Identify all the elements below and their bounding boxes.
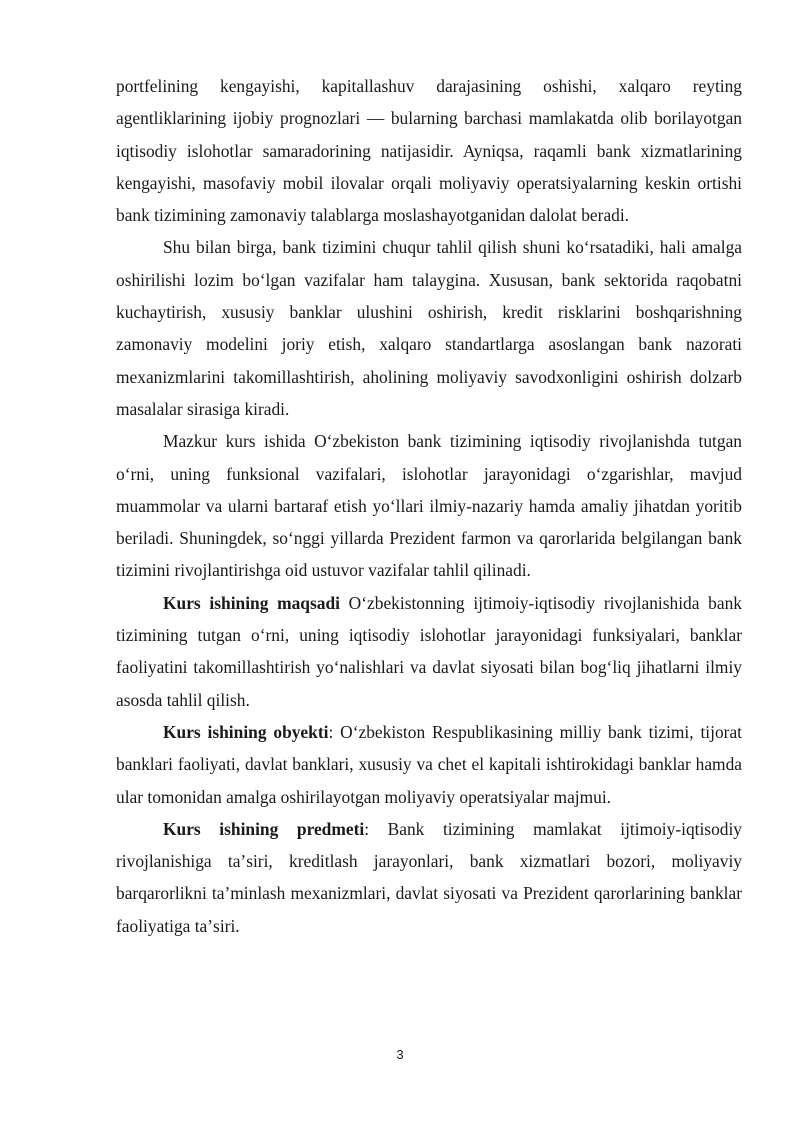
paragraph-course-subject	[116, 813, 742, 942]
course-subject-heading: Kurs ishining predmeti	[163, 818, 365, 839]
paragraph-text: Oʻzbekistonning ijtimoiy-iqtisodiy rivojlanishida bank tizimining tutgan oʻrni, uning iqtisodiy islohotlar jarayonidagi funksiyalari, banklar faoliyatini takomillashtirish yoʻnalishlari va davlat siyosati bilan bogʻliq jihatlarni ilmiy asosda tahlil qilish.	[116, 592, 742, 710]
paragraph-course-object	[116, 716, 742, 813]
paragraph-text: : Oʻzbekiston Respublikasining milliy bank tizimi, tijorat banklari faoliyati, davlat banklari, xususiy va chet el kapitali ishtirokidagi banklar hamda ular tomonidan amalga oshirilayotgan moliyaviy operatsiyalar majmui.	[116, 721, 742, 807]
paragraph-portfolio-growth	[116, 70, 742, 231]
page-number: 3	[396, 1047, 404, 1062]
paragraph-text: Mazkur kurs ishida Oʻzbekiston bank tizimining iqtisodiy rivojlanishda tutgan oʻrni, uning funksional vazifalari, islohotlar jarayonidagi oʻzgarishlar, mavjud muammolar va ularni bartaraf etish yoʻllari ilmiy-nazariy hamda amaliy jihatdan yoritib beriladi. Shuningdek, soʻnggi yillarda Prezident farmon va qarorlarida belgilangan bank tizimini rivojlantirishga oid ustuvor vazifalar tahlil qilinadi.	[116, 431, 742, 581]
document-page	[116, 70, 742, 942]
course-goal-heading: Kurs ishining maqsadi	[163, 592, 340, 613]
paragraph-course-work-scope	[116, 425, 742, 586]
paragraph-text: : Bank tizimining mamlakat ijtimoiy-iqtisodiy rivojlanishiga taʼsiri, kreditlash jarayonlari, bank xizmatlari bozori, moliyaviy barqarorlikni taʼminlash mexanizmlari, davlat siyosati va Prezident qarorlarining banklar faoliyatiga taʼsiri.	[116, 818, 742, 936]
paragraph-bank-system-analysis	[116, 231, 742, 425]
course-object-heading: Kurs ishining obyekti	[163, 721, 329, 742]
paragraph-text: portfelining kengayishi, kapitallashuv darajasining oshishi, xalqaro reyting agentliklarining ijobiy prognozlari — bularning barchasi mamlakatda olib borilayotgan iqtisodiy islohotlar samaradorining natijasidir. Ayniqsa, raqamli bank xizmatlarining kengayishi, masofaviy mobil ilovalar orqali moliyaviy operatsiyalarning keskin ortishi bank tizimining zamonaviy talablarga moslashayotganidan dalolat beradi.	[116, 76, 742, 226]
paragraph-text: Shu bilan birga, bank tizimini chuqur tahlil qilish shuni koʻrsatadiki, hali amalga oshirilishi lozim boʻlgan vazifalar ham talaygina. Xususan, bank sektorida raqobatni kuchaytirish, xususiy banklar ulushini oshirish, kredit risklarini boshqarishning zamonaviy modelini joriy etish, xalqaro standartlarga asoslangan bank nazorati mexanizmlarini takomillashtirish, aholining moliyaviy savodxonligini oshirish dolzarb masalalar sirasiga kiradi.	[116, 237, 742, 419]
paragraph-course-goal	[116, 587, 742, 716]
